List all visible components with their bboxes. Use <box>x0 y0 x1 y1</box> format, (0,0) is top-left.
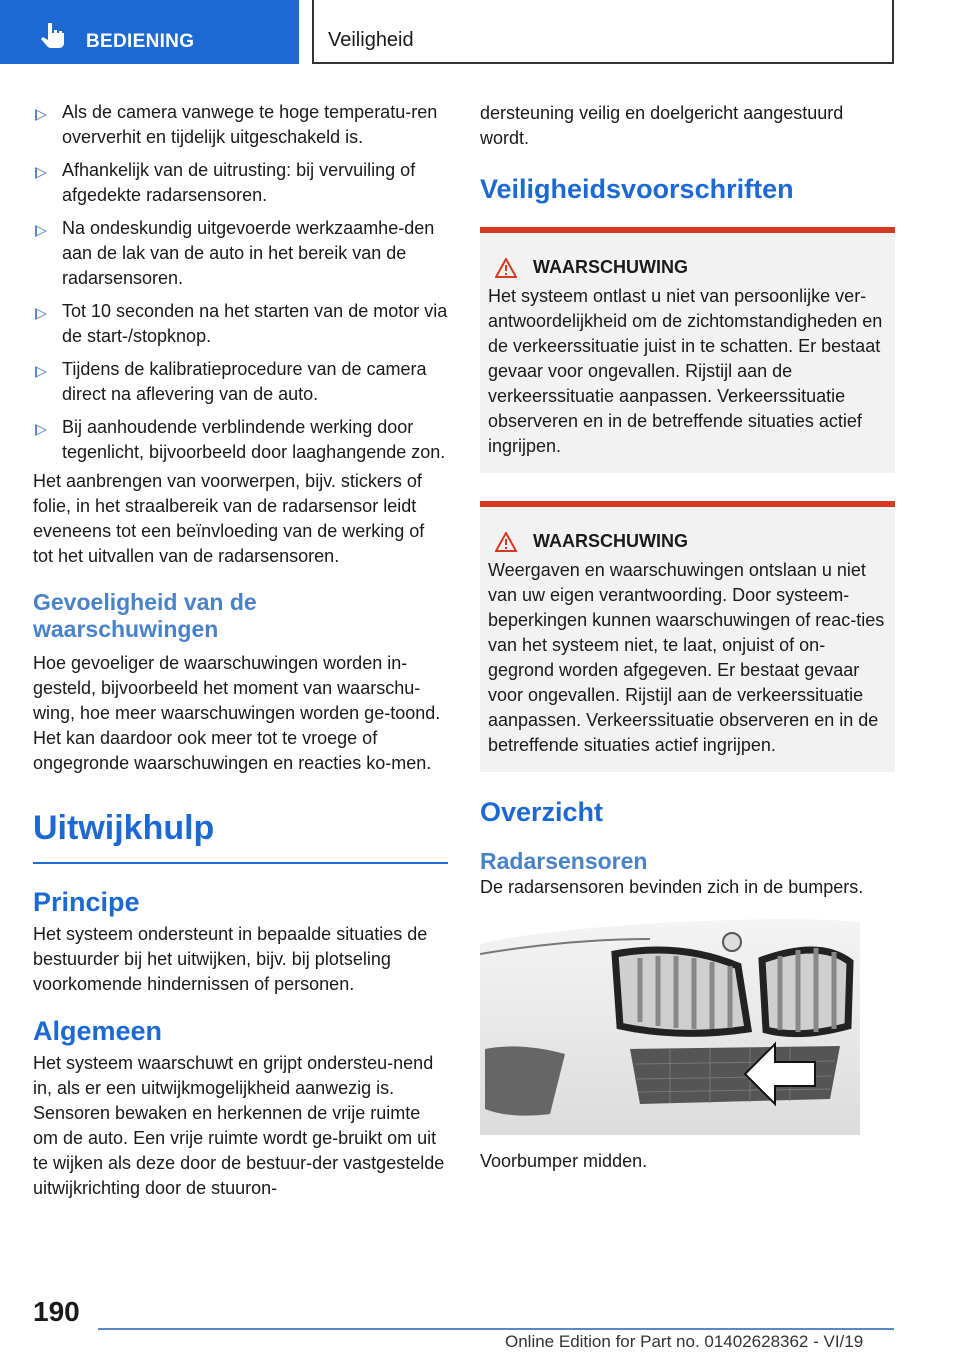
bumper-photo <box>480 914 860 1135</box>
triangle-bullet-icon <box>35 109 47 121</box>
triangle-bullet-icon <box>35 424 47 436</box>
list-item <box>33 415 448 465</box>
heading-veiligheidsvoorschriften: Veiligheidsvoorschriften <box>480 174 794 204</box>
photo-caption: Voorbumper midden. <box>480 1151 648 1171</box>
footer-rule <box>98 1328 894 1330</box>
list-item <box>33 158 448 208</box>
warning-title: WAARSCHUWING <box>533 257 688 277</box>
warning-triangle-icon <box>495 532 517 552</box>
chapter-label: Veiligheid <box>328 29 414 51</box>
body-paragraph: Het systeem waarschuwt en grijpt ondersteu-nend in, als er een uitwijkmogelijkheid aanwezig is. Sensoren bewaken en herkennen de vrije ruimte om de auto. Een vrije ruimte wordt ge-bruikt om uit te wijken als deze door de bestuur-der vastgestelde uitwijkrichting door de stuuron- <box>33 1053 445 1198</box>
hand-pointer-icon <box>38 20 68 50</box>
list-item-text: Afhankelijk van de uitrusting: bij vervuiling of afgedekte radarsensoren. <box>62 160 416 205</box>
body-paragraph: Het systeem ondersteunt in bepaalde situaties de bestuurder bij het uitwijken, bijv. bij plotseling voorkomende hindernissen of personen. <box>33 924 428 994</box>
heading-radarsensoren: Radarsensoren <box>480 848 648 874</box>
warning-text: Het systeem ontlast u niet van persoonlijke ver-antwoordelijkheid om de zichtomstandigheden en de verkeerssituatie juist in te schatten. Er bestaat gevaar voor ongevallen. Rijstijl aan de verkeerssituatie aanpassen. Verkeerssituatie observeren en in de betreffende situaties actief ingrijpen. <box>488 286 883 456</box>
edition-footer: Online Edition for Part no. 01402628362 - VI/19 <box>505 1332 864 1351</box>
body-paragraph: De radarsensoren bevinden zich in de bumpers. <box>480 877 864 897</box>
left-column <box>33 100 448 1201</box>
warning-box <box>480 501 895 772</box>
body-paragraph: dersteuning veilig en doelgericht aangestuurd wordt. <box>480 103 844 148</box>
body-paragraph: Hoe gevoeliger de waarschuwingen worden in-gesteld, bijvoorbeeld het moment van waarschu-wing, hoe meer waarschuwingen worden ge-toond. Het kan daardoor ook meer tot te vroege of ongegronde waarschuwingen en reacties ko-men. <box>33 653 441 773</box>
heading-uitwijkhulp: Uitwijkhulp <box>33 809 215 847</box>
page-number: 190 <box>33 1296 80 1327</box>
warning-title: WAARSCHUWING <box>533 531 688 551</box>
warning-triangle-icon <box>495 258 517 278</box>
triangle-bullet-icon <box>35 167 47 179</box>
heading-gevoeligheid: Gevoeligheid van de waarschuwingen <box>33 589 257 642</box>
warning-text: Weergaven en waarschuwingen ontslaan u niet van uw eigen verantwoording. Door systeem-beperkingen kunnen waarschuwingen of reac-ties van het systeem niet, te laat, onjuist of on-gegrond worden afgegeven. Er bestaat gevaar voor ongevallen. Rijstijl aan de verkeerssituatie aanpassen. Verkeerssituatie observeren en in de betreffende situaties actief ingrijpen. <box>488 560 885 755</box>
chapter-box <box>312 0 894 64</box>
list-item-text: Tot 10 seconden na het starten van de motor via de start-/stopknop. <box>62 301 448 346</box>
section-tab <box>0 0 299 64</box>
heading-overzicht: Overzicht <box>480 797 604 827</box>
heading-principe: Principe <box>33 887 140 917</box>
triangle-bullet-icon <box>35 225 47 237</box>
heading-algemeen: Algemeen <box>33 1016 163 1046</box>
right-column <box>480 101 895 1174</box>
condition-list <box>33 100 448 465</box>
list-item <box>33 357 448 407</box>
section-label: BEDIENING <box>86 31 195 52</box>
list-item <box>33 100 448 150</box>
list-item-text: Bij aanhoudende verblindende werking door tegenlicht, bijvoorbeeld door laaghangende zon. <box>62 417 446 462</box>
triangle-bullet-icon <box>35 366 47 378</box>
body-paragraph: Het aanbrengen van voorwerpen, bijv. stickers of folie, in het straalbereik van de radarsensor leidt eveneens tot een beïnvloeding van de werking of tot het uitvallen van de radarsensoren. <box>33 471 425 566</box>
list-item-text: Als de camera vanwege te hoge temperatu-ren oververhit en tijdelijk uitgeschakeld is. <box>62 102 438 147</box>
warning-box <box>480 227 895 473</box>
list-item-text: Na ondeskundig uitgevoerde werkzaamhe-den aan de lak van de auto in het bereik van de radarsensoren. <box>62 218 435 288</box>
list-item <box>33 299 448 349</box>
list-item-text: Tijdens de kalibratieprocedure van de camera direct na aflevering van de auto. <box>62 359 427 404</box>
triangle-bullet-icon <box>35 308 47 320</box>
list-item <box>33 216 448 291</box>
